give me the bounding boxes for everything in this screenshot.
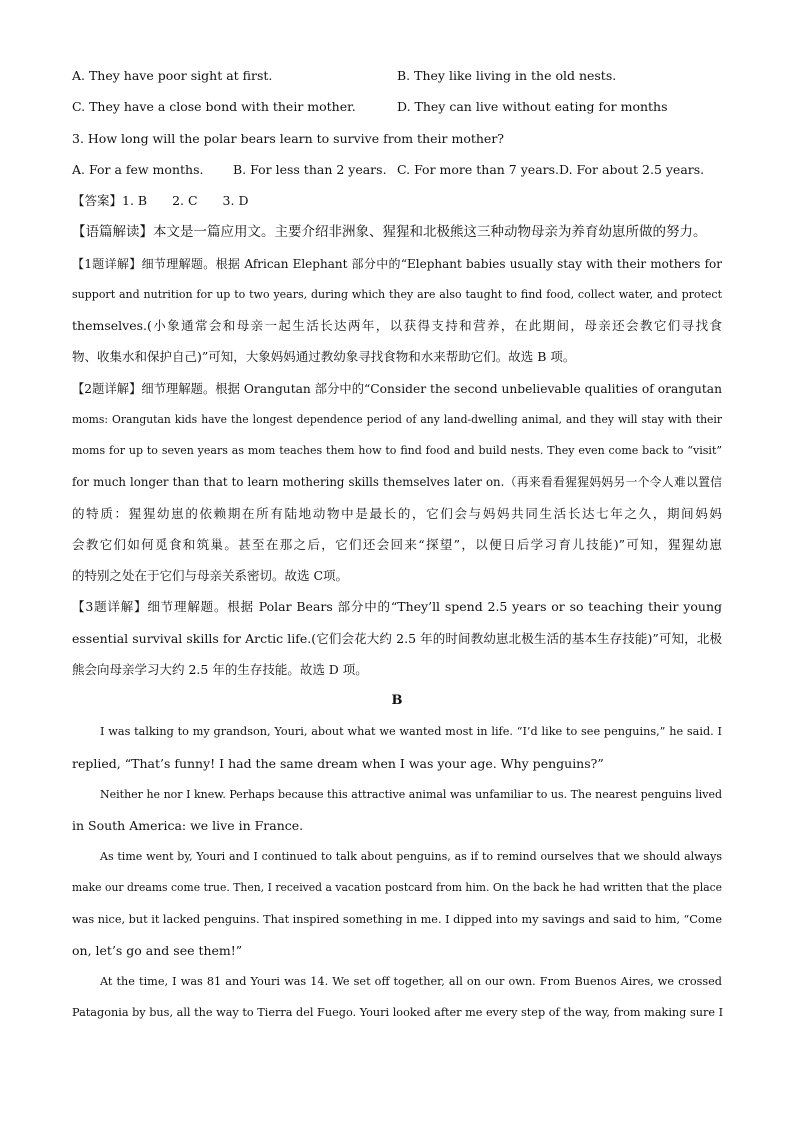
story-line: on, let’s go and see them!” [72,943,243,958]
explain1-line: 【1题详解】细节理解题。根据 African Elephant 部分中的“Elephant babies usually stay with their mothers for [72,257,722,271]
q2-option-b: B. They like living in the old nests. [397,68,617,83]
q3-option-d: D. For about 2.5 years. [559,162,705,177]
explain3-line: essential survival skills for Arctic life.(它们会花大约 2.5 年的时间教幼崽北极生活的基本生存技能)”可知，北极 [72,631,722,646]
story-line: in South America: we live in France. [72,818,304,833]
story-line: Patagonia by bus, all the way to Tierra del Fuego. Youri looked after me every step of the way, from making sure I [72,1006,724,1019]
q3-option-a: A. For a few months. [72,162,204,177]
q2-option-a: A. They have poor sight at first. [72,68,273,83]
q3-question: 3. How long will the polar bears learn to survive from their mother? [72,131,505,146]
q3-option-b: B. For less than 2 years. [233,162,387,177]
story-line: was nice, but it lacked penguins. That inspired something in me. I dipped into my savings and said to him, “Come [72,913,722,926]
answer-key: 【答案】1. B 2. C 3. D [72,193,249,208]
passage-intro: 【语篇解读】本文是一篇应用文。主要介绍非洲象、猩猩和北极熊这三种动物母亲为养育幼崽所做的努力。 [72,224,707,240]
story-line: At the time, I was 81 and Youri was 14. We set off together, all on our own. From Buenos Aires, we crossed [100,975,722,988]
story-line: make our dreams come true. Then, I received a vacation postcard from him. On the back he had written that the place [72,881,722,894]
explain2-line: 的特质：猩猩幼崽的依赖期在所有陆地动物中是最长的，它们会与妈妈共同生活长达七年之久，期间妈妈 [72,506,722,521]
explain2-line: 的特别之处在于它们与母亲关系密切。故选 C项。 [72,568,349,583]
explain2-line: for much longer than that to learn mothering skills themselves later on.（再来看看猩猩妈妈另一个令人难以置信 [72,475,722,489]
explain1-line: themselves.(小象通常会和母亲一起生活长达两年，以获得支持和营养，在此期间，母亲还会教它们寻找食 [72,318,722,333]
story-line: Neither he nor I knew. Perhaps because this attractive animal was unfamiliar to us. The nearest penguins lived [100,788,722,801]
q3-option-c: C. For more than 7 years. [397,162,560,177]
explain2-line: moms: Orangutan kids have the longest dependence period of any land-dwelling animal, and they will stay with their [72,413,722,426]
explain2-line: moms for up to seven years as mom teaches them how to find food and build nests. They even come back to “visit” [72,444,722,457]
q2-option-d: D. They can live without eating for months [397,99,668,114]
story-line: As time went by, Youri and I continued to talk about penguins, as if to remind ourselves that we should always [100,850,722,863]
explain3-line: 熊会向母亲学习大约 2.5 年的生存技能。故选 D 项。 [72,662,368,677]
explain1-line: 物、收集水和保护自己)”可知，大象妈妈通过教幼象寻找食物和水来帮助它们。故选 B 项。 [72,349,576,364]
section-b-heading: B [391,693,403,708]
explain3-line: 【3题详解】细节理解题。根据 Polar Bears 部分中的“They’ll spend 2.5 years or so teaching their young [72,599,722,614]
explain2-line: 【2题详解】细节理解题。根据 Orangutan 部分中的“Consider the second unbelievable qualities of orangutan [72,382,722,396]
explain1-line: support and nutrition for up to two years, during which they are also taught to find food, collect water, and protect [72,288,722,301]
explain2-line: 会教它们如何觅食和筑巢。甚至在那之后，它们还会回来“探望”，以便日后学习育儿技能)”可知，猩猩幼崽 [72,537,722,552]
q2-option-c: C. They have a close bond with their mother. [72,99,356,114]
story-line: replied, “That’s funny! I had the same dream when I was your age. Why penguins?” [72,756,604,771]
story-line: I was talking to my grandson, Youri, about what we wanted most in life. “I’d like to see penguins,” he said. I [100,725,722,738]
